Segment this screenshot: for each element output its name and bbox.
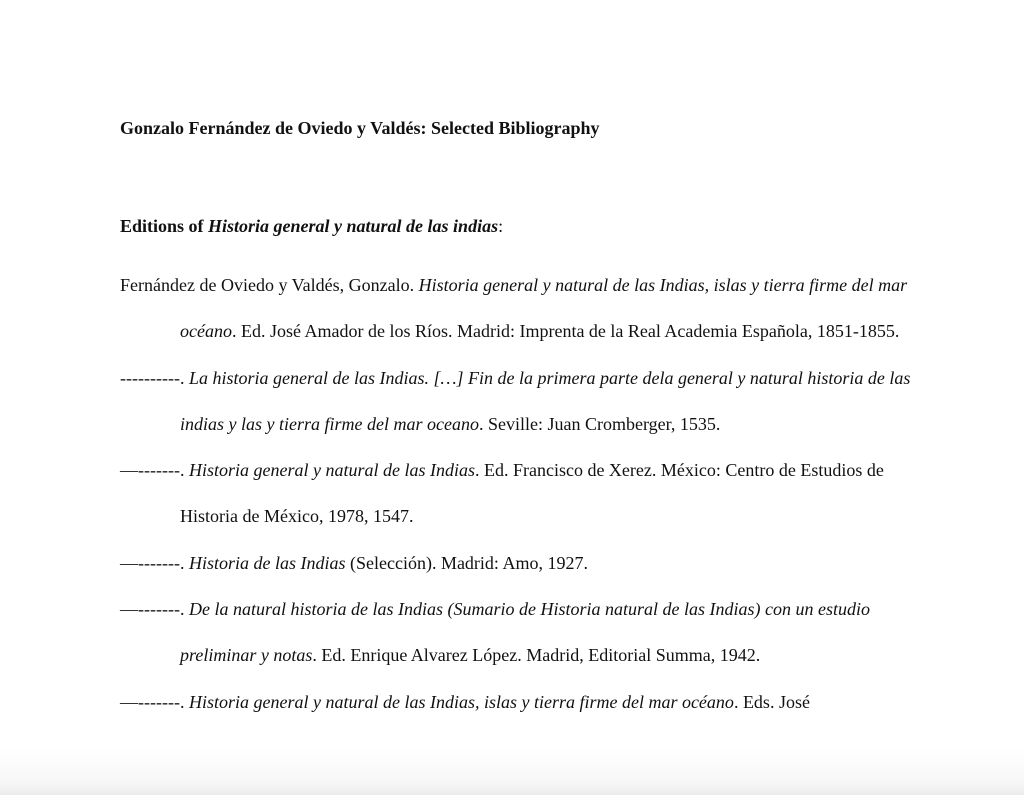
bibliography-entry xyxy=(120,679,920,725)
entry-title: Historia general y natural de las Indias, islas y tierra firme del mar océano xyxy=(188,691,734,712)
entry-title: Historia de las Indias xyxy=(188,552,346,573)
section-heading-suffix: : xyxy=(498,216,504,236)
entry-author: Fernández de Oviedo y Valdés, Gonzalo. xyxy=(120,275,419,295)
section-heading-italic: Historia general y natural de las indias xyxy=(208,216,499,236)
section-heading xyxy=(120,216,503,237)
bibliography-entry xyxy=(120,540,920,586)
section-heading-prefix: Editions of xyxy=(120,216,209,236)
bibliography-entry xyxy=(120,355,920,448)
entry-title: De la natural historia de las Indias (Sumario de Historia natural de las Indias) con un estudio preliminar y notas xyxy=(180,599,870,666)
bibliography-entry xyxy=(120,586,920,679)
entry-author: ----------. xyxy=(120,367,189,388)
entry-details: (Selección). Madrid: Amo, 1927. xyxy=(345,552,588,573)
entry-title: Historia general y natural de las Indias xyxy=(188,460,475,481)
entry-details: . Ed. Francisco de Xerez. México: Centro de Estudios de Historia de México, 1978, 1547. xyxy=(180,460,884,527)
entry-details: . Seville: Juan Cromberger, 1535. xyxy=(478,413,721,434)
entry-title: La historia general de las Indias. […] Fin de la primera parte dela general y natural historia de las indias y las y tierra firme del mar oceano xyxy=(180,367,911,434)
entry-details: . Eds. José xyxy=(733,691,810,712)
bottom-scroll-fade xyxy=(0,747,1024,795)
entry-details: . Ed. Enrique Alvarez López. Madrid, Editorial Summa, 1942. xyxy=(312,645,761,666)
entry-details: . Ed. José Amador de los Ríos. Madrid: Imprenta de la Real Academia Española, 1851-1855. xyxy=(231,321,900,342)
entry-author: —-------. xyxy=(120,691,189,712)
entry-author: —-------. xyxy=(120,460,189,481)
bibliography-entry xyxy=(120,262,920,355)
entry-author: —-------. xyxy=(120,552,189,573)
bibliography-list xyxy=(120,262,920,725)
entry-author: —-------. xyxy=(120,599,189,620)
document-title: Gonzalo Fernández de Oviedo y Valdés: Selected Bibliography xyxy=(120,118,600,138)
bibliography-entry xyxy=(120,447,920,540)
entry-title: Historia general y natural de las Indias, islas y tierra firme del mar océano xyxy=(180,275,908,342)
